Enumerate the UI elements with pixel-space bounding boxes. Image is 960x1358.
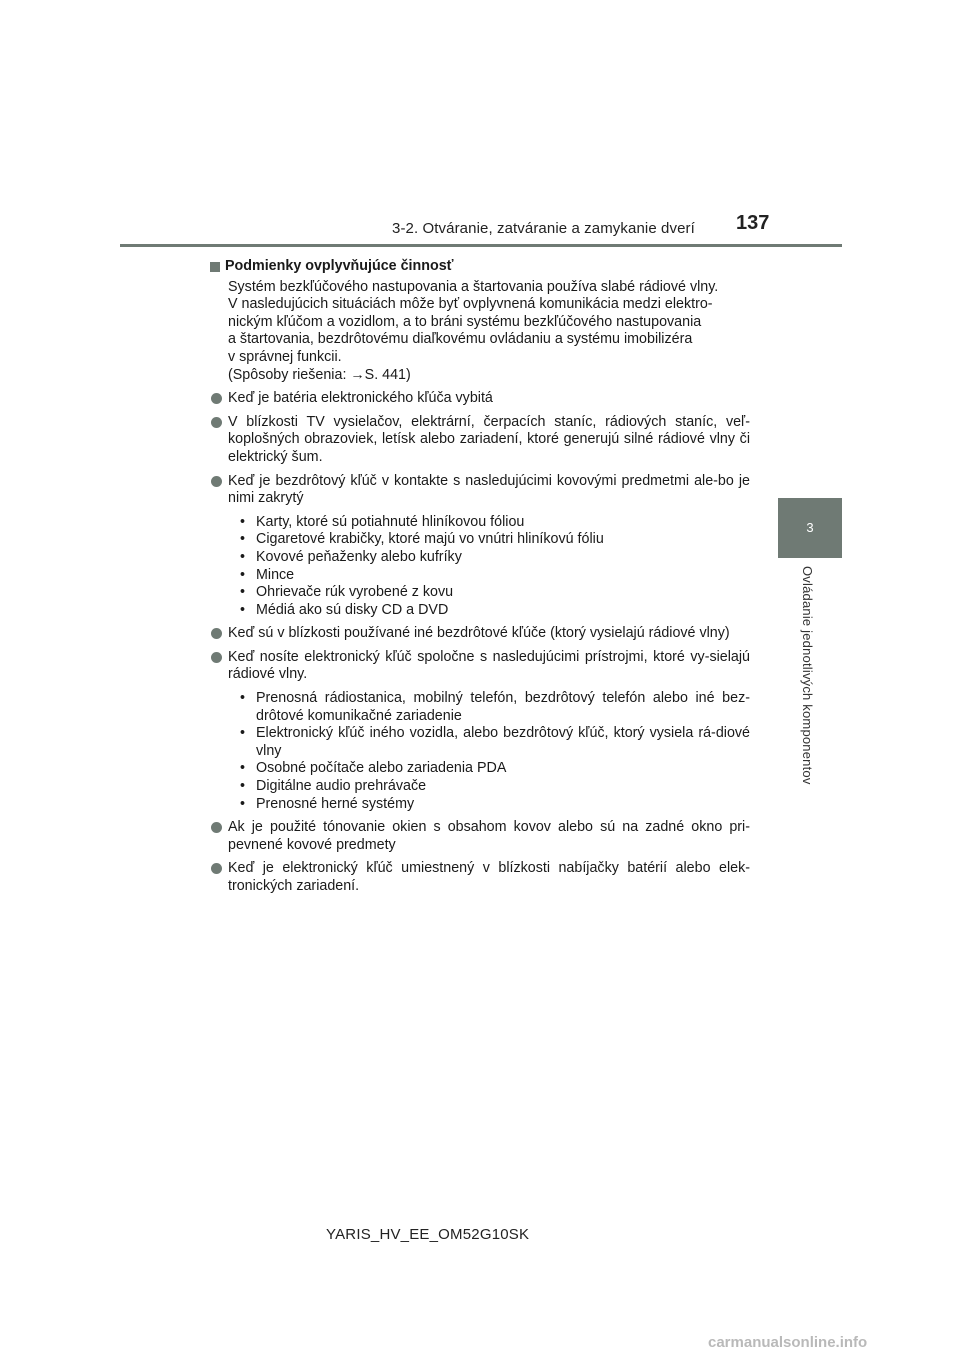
list-item-text: Keď sú v blízkosti používané iné bezdrôtové kľúče (ktorý vysielajú rádiové vlny)	[228, 625, 730, 642]
sub-list-item	[228, 690, 750, 725]
dot-bullet-icon: •	[240, 795, 246, 812]
round-bullet-icon	[211, 417, 222, 428]
list-item	[210, 390, 750, 408]
sub-list-item-text: Prenosná rádiostanica, mobilný telefón, bezdrôtový telefón alebo iné bez-drôtové komunikačné zariadenie	[256, 690, 750, 724]
header-section-title: 3-2. Otváranie, zatváranie a zamykanie dverí	[392, 220, 695, 237]
condition-list	[210, 390, 750, 895]
sub-list-item-text: Kovové peňaženky alebo kufríky	[256, 548, 462, 565]
dot-bullet-icon: •	[240, 584, 246, 601]
round-bullet-icon	[211, 863, 222, 874]
intro-line: V nasledujúcich situáciách môže byť ovplyvnená komunikácia medzi elektro-	[228, 296, 713, 313]
round-bullet-icon	[211, 652, 222, 663]
dot-bullet-icon: •	[240, 725, 246, 742]
sub-list-item	[228, 549, 750, 567]
list-item	[210, 625, 750, 643]
sub-list-item-text: Elektronický kľúč iného vozidla, alebo bezdrôtový kľúč, ktorý vysiela rá-diové vlny	[256, 725, 750, 759]
round-bullet-icon	[211, 822, 222, 833]
list-item-text: V blízkosti TV vysielačov, elektrární, čerpacích staníc, rádiových staníc, veľ-koplošných obrazoviek, letísk alebo zariadení, ktoré generujú silné rádiové vlny či elektrický šum.	[228, 413, 750, 465]
sub-list-item	[228, 778, 750, 796]
list-item	[210, 473, 750, 620]
round-bullet-icon	[211, 393, 222, 404]
sub-list-item	[228, 760, 750, 778]
list-item-text: Keď je elektronický kľúč umiestnený v blízkosti nabíjačky batérií alebo elek-tronických zariadení.	[228, 860, 750, 894]
sub-list-item-text: Karty, ktoré sú potiahnuté hliníkovou fóliou	[256, 513, 525, 530]
intro-line: (Spôsoby riešenia: →S. 441)	[228, 366, 411, 383]
round-bullet-icon	[211, 476, 222, 487]
sub-list-item-text: Digitálne audio prehrávače	[256, 778, 427, 795]
sub-list-item-text: Cigaretové krabičky, ktoré majú vo vnútri hliníkovú fóliu	[256, 531, 604, 548]
list-item-text: Keď nosíte elektronický kľúč spoločne s nasledujúcimi prístrojmi, ktoré vy-sielajú rádiové vlny.	[228, 648, 750, 683]
dot-bullet-icon: •	[240, 601, 246, 618]
sub-list-item	[228, 514, 750, 532]
list-item	[210, 860, 750, 895]
header-divider	[120, 244, 842, 247]
main-content	[210, 258, 750, 896]
list-item-text: Keď je bezdrôtový kľúč v kontakte s nasledujúcimi kovovými predmetmi ale-bo je nimi zakrytý	[228, 472, 750, 507]
intro-line: v správnej funkcii.	[228, 348, 342, 365]
sub-list-item-text: Médiá ako sú disky CD a DVD	[256, 601, 449, 618]
square-bullet-icon	[210, 262, 220, 272]
watermark: carmanualsonline.info	[708, 1334, 868, 1351]
chapter-number: 3	[806, 520, 814, 535]
intro-line: nickým kľúčom a vozidlom, a to bráni systému bezkľúčového nastupovania	[228, 313, 702, 330]
sub-list-item-text: Ohrievače rúk vyrobené z kovu	[256, 584, 454, 601]
sub-list-item	[228, 602, 750, 620]
section-heading	[210, 258, 750, 276]
list-item	[210, 819, 750, 854]
intro-line: a štartovania, bezdrôtovému diaľkovému ovládaniu a systému imobilizéra	[228, 331, 693, 348]
sub-list-item-text: Osobné počítače alebo zariadenia PDA	[256, 760, 507, 777]
dot-bullet-icon: •	[240, 513, 246, 530]
list-item-text: Ak je použité tónovanie okien s obsahom kovov alebo sú na zadné okno pri-pevnené kovové predmety	[228, 819, 750, 853]
sub-list-item-text: Prenosné herné systémy	[256, 795, 415, 812]
sub-list-item	[228, 584, 750, 602]
dot-bullet-icon: •	[240, 566, 246, 583]
chapter-label: Ovládanie jednotlivých komponentov	[800, 566, 815, 785]
sub-list	[228, 690, 750, 813]
section-title: Podmienky ovplyvňujúce činnosť	[225, 258, 454, 274]
round-bullet-icon	[211, 628, 222, 639]
dot-bullet-icon: •	[240, 690, 246, 707]
sub-list	[228, 514, 750, 620]
dot-bullet-icon: •	[240, 778, 246, 795]
document-code: YARIS_HV_EE_OM52G10SK	[326, 1226, 530, 1243]
dot-bullet-icon: •	[240, 760, 246, 777]
list-item-text: Keď je batéria elektronického kľúča vybitá	[228, 390, 493, 407]
intro-line: Systém bezkľúčového nastupovania a štartovania používa slabé rádiové vlny.	[228, 278, 719, 295]
section-intro	[228, 279, 750, 385]
page-number: 137	[736, 212, 770, 234]
sub-list-item	[228, 725, 750, 760]
chapter-tab	[778, 498, 842, 558]
list-item	[210, 649, 750, 813]
list-item	[210, 414, 750, 467]
sub-list-item	[228, 796, 750, 814]
sub-list-item	[228, 531, 750, 549]
sub-list-item-text: Mince	[256, 566, 295, 583]
dot-bullet-icon: •	[240, 548, 246, 565]
sub-list-item	[228, 567, 750, 585]
dot-bullet-icon: •	[240, 531, 246, 548]
